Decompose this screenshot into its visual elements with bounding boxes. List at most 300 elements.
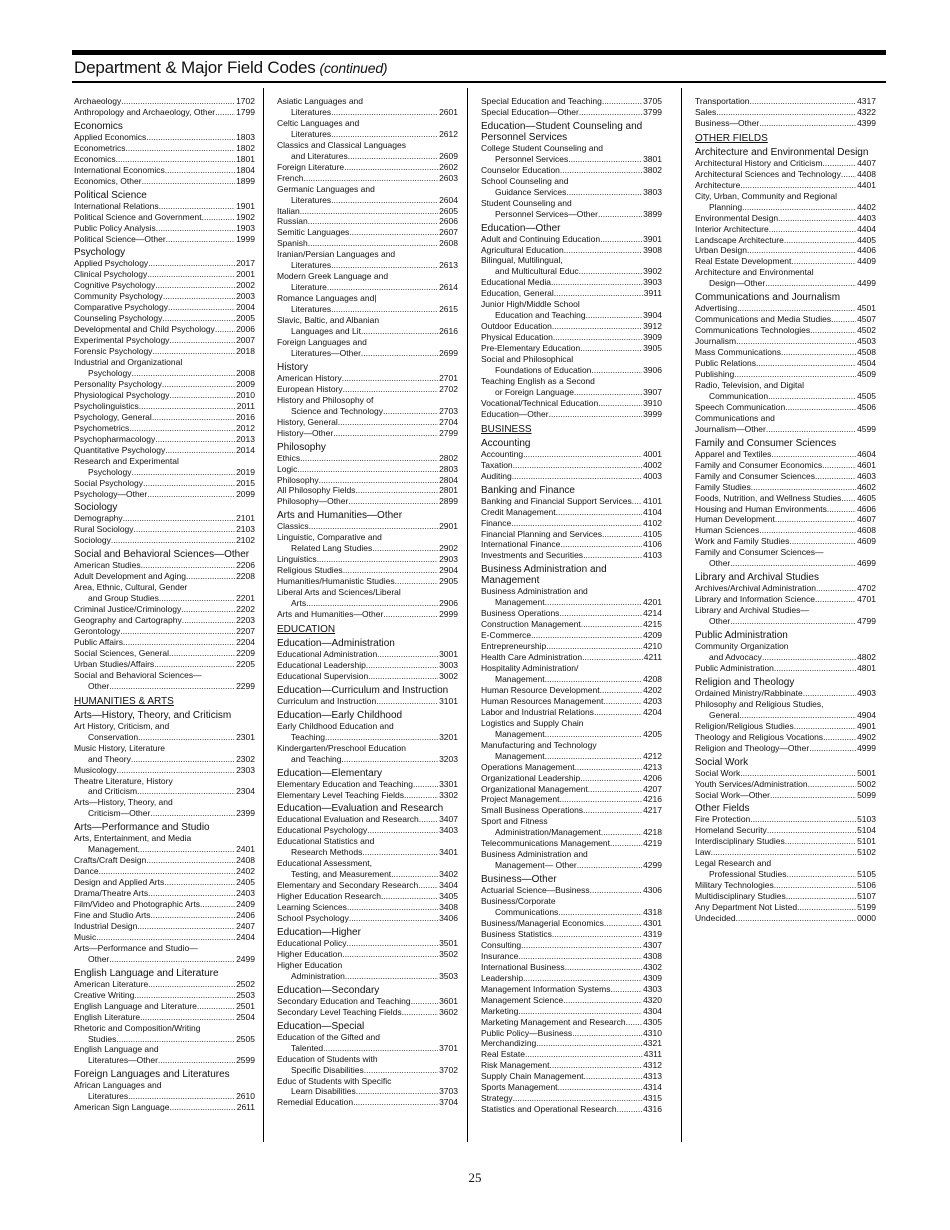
field-code-entry: [695, 314, 876, 325]
field-code-entry: [74, 1012, 255, 1023]
dot-leader: [518, 951, 642, 962]
field-code-entry: [695, 743, 876, 754]
field-name: Archives/Archival Administration: [695, 583, 816, 594]
code-column-3: [481, 96, 662, 1115]
field-code-entry: [74, 855, 255, 866]
field-name: Crafts/Craft Design: [74, 855, 147, 866]
field-code-entry: [481, 107, 662, 118]
field-code: 4701: [857, 594, 876, 605]
dot-leader: [361, 326, 438, 337]
field-code: 4503: [857, 336, 876, 347]
field-code: 3502: [439, 948, 458, 959]
dot-leader: [126, 143, 236, 154]
dot-leader: [564, 245, 642, 256]
field-name: Developmental and Child Psychology: [74, 324, 215, 335]
field-code: 4801: [857, 662, 876, 673]
field-name: Taxation: [481, 459, 513, 470]
field-name: Philosophy—Other: [277, 496, 349, 507]
field-code: 4606: [857, 503, 876, 514]
field-code: 2018: [236, 346, 255, 357]
section-heading: Arts—Performance and Studio: [74, 822, 210, 834]
field-code: 4208: [643, 673, 662, 684]
field-name: Educational Evaluation and Research: [277, 814, 419, 825]
dot-leader: [355, 485, 438, 496]
dot-leader: [163, 291, 235, 302]
section-heading: Psychology: [74, 247, 126, 259]
dot-leader: [96, 932, 235, 943]
field-label-line: School Counseling and: [481, 175, 569, 186]
field-name: Psychometrics: [74, 422, 130, 433]
field-code: 3704: [439, 1097, 458, 1108]
field-code: 3899: [643, 208, 662, 219]
dot-leader: [582, 652, 643, 663]
field-name: Social Work—Other: [695, 789, 770, 800]
dot-leader: [711, 847, 856, 858]
field-code: 4605: [857, 492, 876, 503]
field-code: 5104: [857, 825, 876, 836]
field-code: 2404: [236, 931, 255, 942]
field-code-entry: [277, 406, 458, 417]
field-code-entry: [481, 696, 662, 707]
dot-leader: [381, 891, 438, 902]
field-name: Spanish: [277, 238, 308, 249]
field-code: 4501: [857, 303, 876, 314]
field-code-entry: [277, 173, 458, 184]
field-name: Geography and Cartography: [74, 615, 182, 626]
field-code-entry: [74, 990, 255, 1001]
field-code-entry: [74, 201, 255, 212]
field-name: International Relations: [74, 200, 159, 211]
field-code: 3301: [439, 778, 458, 789]
dot-leader: [552, 321, 642, 332]
dot-leader: [553, 332, 642, 343]
field-code: 5103: [857, 814, 876, 825]
field-code: 3203: [439, 753, 458, 764]
field-code: 2599: [236, 1055, 255, 1066]
field-code: 4310: [643, 1027, 662, 1038]
dot-leader: [349, 913, 438, 924]
field-code: 2001: [236, 269, 255, 280]
field-name: Management: [495, 750, 545, 761]
dot-leader: [372, 543, 438, 554]
section-heading: English Language and Literature: [74, 967, 219, 979]
field-name: Religion/Religious Studies: [695, 720, 794, 731]
field-code-entry: [74, 223, 255, 234]
dot-leader: [109, 954, 235, 965]
field-code-entry: [74, 478, 255, 489]
field-label-line: Student Counseling and: [481, 197, 572, 208]
field-name: Project Management: [481, 794, 560, 805]
field-code: 4401: [857, 179, 876, 190]
dot-leader: [156, 223, 235, 234]
field-code: 1901: [236, 200, 255, 211]
dot-leader: [554, 288, 643, 299]
field-code: 2504: [236, 1011, 255, 1022]
field-code: 4317: [857, 96, 876, 106]
dot-leader: [331, 129, 438, 140]
field-code: 2616: [439, 326, 458, 337]
field-label-line: Family and Consumer Sciences—: [695, 547, 824, 558]
dot-leader: [523, 449, 642, 460]
field-code: 4408: [857, 168, 876, 179]
field-code: 3406: [439, 913, 458, 924]
field-name: Testing, and Measurement: [291, 869, 392, 880]
field-name: Literatures: [291, 106, 332, 117]
dot-leader: [603, 696, 642, 707]
field-code-entry: [277, 475, 458, 486]
field-name: International Economics: [74, 164, 165, 175]
field-label-line: Research and Experimental: [74, 455, 179, 466]
dot-leader: [511, 518, 642, 529]
field-code-entry: [695, 471, 876, 482]
field-code-entry: [74, 910, 255, 921]
field-code-entry: [695, 514, 876, 525]
field-label-line: Romance Languages and|: [277, 293, 377, 304]
dot-leader: [786, 891, 856, 902]
dot-leader: [349, 227, 438, 238]
field-code-entry: [74, 234, 255, 245]
field-code-entry: [481, 608, 662, 619]
field-code-entry: [481, 277, 662, 288]
field-name: History—Other: [277, 427, 334, 438]
field-code-entry: [481, 539, 662, 550]
field-code: 4603: [857, 470, 876, 481]
field-code-entry: [481, 550, 662, 561]
dot-leader: [331, 260, 438, 271]
field-label-line: Asiatic Languages and: [277, 96, 364, 106]
field-code-entry: [74, 524, 255, 535]
field-name: Youth Services/Administration: [695, 778, 808, 789]
field-code: 2003: [236, 291, 255, 302]
field-name: Telecommunications Management: [481, 838, 610, 849]
dot-leader: [784, 235, 856, 246]
field-name: Literatures: [291, 194, 332, 205]
dot-leader: [139, 401, 236, 412]
field-name: Special Education—Other: [481, 106, 579, 117]
dot-leader: [342, 373, 438, 384]
field-name: Public Policy Analysis: [74, 222, 156, 233]
dot-leader: [323, 1043, 438, 1054]
field-code: 3402: [439, 869, 458, 880]
section-heading: Education—Secondary: [277, 984, 380, 996]
field-name: Auditing: [481, 470, 512, 481]
field-code-entry: [695, 891, 876, 902]
field-name: E-Commerce: [481, 630, 532, 641]
code-column-2: [277, 96, 458, 1108]
field-name: Undecided: [695, 913, 736, 924]
field-name: Communications and Media Studies: [695, 314, 832, 325]
field-code: 3910: [643, 397, 662, 408]
field-code-entry: [481, 332, 662, 343]
field-code: 2802: [439, 452, 458, 463]
dot-leader: [123, 637, 235, 648]
field-code-entry: [74, 107, 255, 118]
field-code-entry: [74, 932, 255, 943]
field-label-line: Communications and: [695, 412, 775, 423]
field-name: Applied Economics: [74, 131, 147, 142]
field-name: Construction Management: [481, 619, 581, 630]
field-code-entry: [481, 973, 662, 984]
field-name: Public Administration: [695, 662, 774, 673]
field-name: Business Operations: [481, 608, 560, 619]
field-code: 3705: [643, 96, 662, 106]
field-code: 1801: [236, 153, 255, 164]
field-code: 3906: [643, 365, 662, 376]
field-name: Military Technologies: [695, 880, 774, 891]
field-code-entry: [74, 258, 255, 269]
dot-leader: [751, 482, 856, 493]
dot-leader: [342, 949, 438, 960]
field-name: and Teaching: [291, 753, 342, 764]
field-name: Literatures: [291, 260, 332, 271]
field-code: 3907: [643, 386, 662, 397]
field-name: and Advocacy: [709, 651, 762, 662]
field-code-entry: [695, 449, 876, 460]
field-name: Psychopharmacology: [74, 433, 156, 444]
field-code-entry: [481, 951, 662, 962]
field-code-entry: [74, 176, 255, 187]
dot-leader: [356, 1086, 438, 1097]
field-code-entry: [277, 496, 458, 507]
field-code-entry: [277, 696, 458, 707]
field-code: 2014: [236, 444, 255, 455]
field-code-entry: [481, 449, 662, 460]
section-heading: Education—Other: [481, 222, 561, 234]
dot-leader: [331, 195, 438, 206]
field-code: 2899: [439, 496, 458, 507]
section-heading: Library and Archival Studies: [695, 572, 819, 584]
field-code-entry: [74, 467, 255, 478]
field-code: 4304: [643, 1005, 662, 1016]
field-label-line: Slavic, Baltic, and Albanian: [277, 315, 380, 326]
field-code-entry: [695, 768, 876, 779]
field-code-entry: [277, 671, 458, 682]
field-code-entry: [277, 1065, 458, 1076]
dot-leader: [601, 827, 642, 838]
field-name: Interdisciplinary Studies: [695, 836, 785, 847]
field-name: Research Methods: [291, 847, 363, 858]
dot-leader: [768, 391, 856, 402]
field-code-entry: [695, 460, 876, 471]
dot-leader: [138, 732, 235, 743]
field-code: 2603: [439, 172, 458, 183]
dot-leader: [377, 649, 438, 660]
field-name: Philosophy: [277, 474, 319, 485]
field-name: Psychology: [88, 466, 132, 477]
field-name: Rural Sociology: [74, 524, 134, 535]
field-code: 4302: [643, 961, 662, 972]
dot-leader: [123, 513, 235, 524]
field-name: Elementary Level Teaching Fields: [277, 789, 404, 800]
dot-leader: [325, 732, 438, 743]
field-name: Cognitive Psychology: [74, 280, 156, 291]
section-heading: Education—Evaluation and Research: [277, 803, 444, 815]
field-code: 2004: [236, 302, 255, 313]
field-name: and Group Studies: [88, 593, 159, 604]
field-code: 4301: [643, 918, 662, 928]
field-code: 2602: [439, 161, 458, 172]
field-code-entry: [695, 96, 876, 107]
dot-leader: [762, 652, 856, 663]
field-label-line: English Language and: [74, 1044, 159, 1055]
field-name: Science and Technology: [291, 405, 383, 416]
field-label-line: Modern Greek Language and: [277, 271, 389, 282]
field-name: Pre-Elementary Education: [481, 343, 581, 354]
field-name: Italian: [277, 205, 300, 216]
dot-leader: [536, 1038, 642, 1049]
field-code: 2901: [439, 521, 458, 532]
dot-leader: [588, 784, 642, 795]
field-name: European History: [277, 383, 343, 394]
field-code: 3999: [643, 408, 662, 419]
field-code: 4318: [643, 907, 662, 918]
field-name: Physical Education: [481, 332, 553, 343]
field-name: Demography: [74, 513, 123, 524]
field-code: 2503: [236, 989, 255, 1000]
field-name: Arts and Humanities—Other: [277, 608, 384, 619]
dot-leader: [215, 324, 235, 335]
field-code-entry: [481, 619, 662, 630]
dot-leader: [152, 412, 235, 423]
field-code-entry: [481, 154, 662, 165]
field-code: 3901: [643, 233, 662, 244]
dot-leader: [300, 453, 438, 464]
field-name: Marketing Management and Research: [481, 1016, 626, 1027]
dot-leader: [362, 847, 438, 858]
dot-leader: [545, 729, 642, 740]
field-name: Actuarial Science—Business: [481, 885, 590, 896]
field-code-entry: [481, 762, 662, 773]
dot-leader: [341, 754, 438, 765]
field-code: 3803: [643, 186, 662, 197]
field-code-entry: [481, 1028, 662, 1039]
field-code: 4106: [643, 539, 662, 550]
dot-leader: [169, 648, 235, 659]
field-code: 2402: [236, 866, 255, 877]
field-code-entry: [695, 358, 876, 369]
field-code-entry: [277, 1043, 458, 1054]
field-code: 4003: [643, 470, 662, 481]
field-code-entry: [481, 343, 662, 354]
dot-leader: [147, 489, 235, 500]
field-name: Fine and Studio Arts: [74, 910, 151, 920]
field-code-entry: [481, 234, 662, 245]
dot-leader: [347, 902, 438, 913]
field-code-entry: [74, 1034, 255, 1045]
field-code-entry: [695, 235, 876, 246]
dot-leader: [586, 310, 642, 321]
field-code: 4508: [857, 347, 876, 358]
field-name: Linguistics: [277, 554, 317, 565]
field-code-entry: [277, 913, 458, 924]
field-code: 2906: [439, 598, 458, 609]
field-name: American Literature: [74, 978, 149, 989]
dot-leader: [750, 96, 857, 107]
field-code: 4399: [857, 117, 876, 128]
field-code: 3703: [439, 1086, 458, 1097]
field-label-line: Education of the Gifted and: [277, 1031, 381, 1042]
field-name: Fire Protection: [695, 814, 751, 825]
section-heading: Arts and Humanities—Other: [277, 510, 403, 522]
dot-leader: [308, 216, 438, 227]
field-code-entry: [481, 460, 662, 471]
field-code: 4217: [643, 805, 662, 816]
field-code-entry: [74, 269, 255, 280]
field-code-entry: [74, 1091, 255, 1102]
field-code: 2205: [236, 658, 255, 669]
field-code-entry: [277, 373, 458, 384]
field-code-entry: [277, 227, 458, 238]
field-code: 4216: [643, 794, 662, 805]
field-name: Communications Technologies: [695, 325, 811, 336]
field-code-entry: [695, 558, 876, 569]
field-code: 5099: [857, 789, 876, 800]
field-code: 2008: [236, 368, 255, 379]
page-title-suffix: (continued): [319, 60, 388, 76]
field-name: Educational Psychology: [277, 825, 368, 836]
field-code-entry: [74, 379, 255, 390]
field-code-entry: [695, 202, 876, 213]
field-code-entry: [74, 335, 255, 346]
field-code-entry: [481, 266, 662, 277]
field-code: 2101: [236, 513, 255, 524]
field-code: 4219: [643, 838, 662, 849]
field-name: Speech Communication: [695, 401, 786, 412]
field-code: 3001: [439, 648, 458, 659]
field-code: 4602: [857, 481, 876, 492]
field-code: 4305: [643, 1016, 662, 1027]
dot-leader: [591, 365, 642, 376]
dot-leader: [159, 593, 235, 604]
dot-leader: [552, 929, 642, 940]
dot-leader: [759, 525, 856, 536]
dot-leader: [151, 910, 236, 921]
dot-leader: [789, 536, 856, 547]
field-code-entry: [277, 609, 458, 620]
field-code: 2405: [236, 877, 255, 888]
field-code: 4218: [643, 827, 662, 838]
field-name: Any Department Not Listed: [695, 902, 798, 913]
dot-leader: [162, 313, 235, 324]
field-code-entry: [277, 996, 458, 1007]
field-code: 2904: [439, 565, 458, 576]
field-name: Management— Other: [495, 860, 577, 871]
field-code: 2204: [236, 636, 255, 647]
dot-leader: [841, 169, 856, 180]
field-code-entry: [481, 729, 662, 740]
dot-leader: [159, 201, 235, 212]
dot-leader: [366, 660, 438, 671]
dot-leader: [584, 1071, 643, 1082]
field-code: 2017: [236, 258, 255, 269]
field-code-entry: [277, 779, 458, 790]
field-name: Small Business Operations: [481, 805, 584, 816]
field-code: 4306: [643, 885, 662, 896]
field-code: 4210: [643, 641, 662, 652]
field-code: 2613: [439, 260, 458, 271]
dot-leader: [559, 794, 642, 805]
field-code: 0000: [857, 913, 876, 924]
field-name: Other: [88, 953, 110, 964]
field-name: Personality Psychology: [74, 378, 162, 389]
field-code-entry: [277, 162, 458, 173]
page-title-text: Department & Major Field Codes: [74, 58, 316, 77]
field-code: 3912: [643, 321, 662, 332]
field-code: 5002: [857, 778, 876, 789]
field-label-line: Educational Statistics and: [277, 836, 375, 847]
field-label-line: Music History, Literature: [74, 742, 166, 753]
field-code: 5199: [857, 902, 876, 913]
